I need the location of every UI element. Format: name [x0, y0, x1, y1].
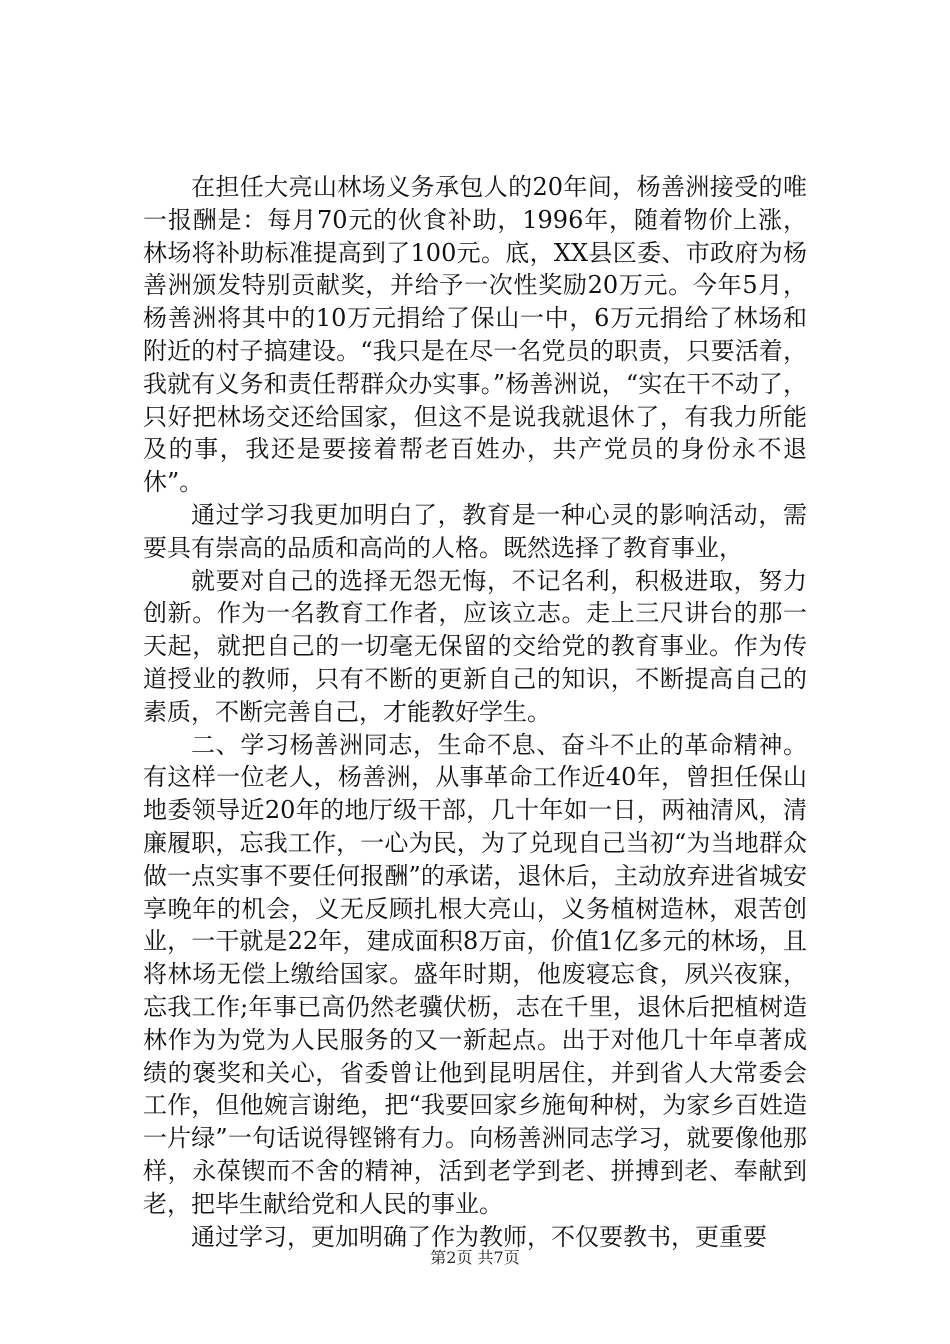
paragraph: 通过学习我更加明白了，教育是一种心灵的影响活动，需要具有崇高的品质和高尚的人格。既然选择了教育事业， [143, 500, 807, 562]
paragraph: 通过学习，更加明确了作为教师，不仅要教书，更重要 [191, 1222, 767, 1251]
page-footer [0, 1248, 950, 1268]
page-number: 第2页 共7页 [430, 1248, 520, 1267]
paragraph: 二、学习杨善洲同志，生命不息、奋斗不止的革命精神。有这样一位老人，杨善洲，从事革命工作近40年，曾担任保山地委领导近20年的地厅级干部，几十年如一日，两袖清风，清廉履职，忘我工作，一心为民，为了兑现自己当初“为当地群众做一点实事不要任何报酬”的承诺，退休后，主动放弃进省城安享晚年的机会，义无反顾扎根大亮山，义务植树造林，艰苦创业，一干就是22年，建成面积8万亩，价值1亿多元的林场，且将林场无偿上缴给国家。盛年时期，他废寝忘食，夙兴夜寐，忘我工作;年事已高仍然老骥伏枥，志在千里，退休后把植树造林作为为党为人民服务的又一新起点。出于对他几十年卓著成绩的褒奖和关心，省委曾让他到昆明居住，并到省人大常委会工作，但他婉言谢绝，把“我要回家乡施甸种树，为家乡百姓造一片绿”一句话说得铿锵有力。向杨善洲同志学习，就要像他那样，永葆锲而不舍的精神，活到老学到老、拼搏到老、奉献到老，把毕生献给党和人民的事业。 [143, 730, 807, 1218]
paragraph: 在担任大亮山林场义务承包人的20年间，杨善洲接受的唯一报酬是：每月70元的伙食补助，1996年，随着物价上涨，林场将补助标准提高到了100元。底，XX县区委、市政府为杨善洲颁发特别贡献奖，并给予一次性奖励20万元。今年5月，杨善洲将其中的10万元捐给了保山一中，6万元捐给了林场和附近的村子搞建设。“我只是在尽一名党员的职责，只要活着，我就有义务和责任帮群众办实事。”杨善洲说，“实在干不动了，只好把林场交还给国家，但这不是说我就退休了，有我力所能及的事，我还是要接着帮老百姓办，共产党员的身份永不退休”。 [143, 173, 807, 497]
paragraph: 就要对自己的选择无怨无悔，不记名利，积极进取，努力创新。作为一名教育工作者，应该立志。走上三尺讲台的那一天起，就把自己的一切毫无保留的交给党的教育事业。作为传道授业的教师，只有不断的更新自己的知识，不断提高自己的素质，不断完善自己，才能教好学生。 [143, 566, 807, 726]
document-body [143, 171, 807, 1253]
